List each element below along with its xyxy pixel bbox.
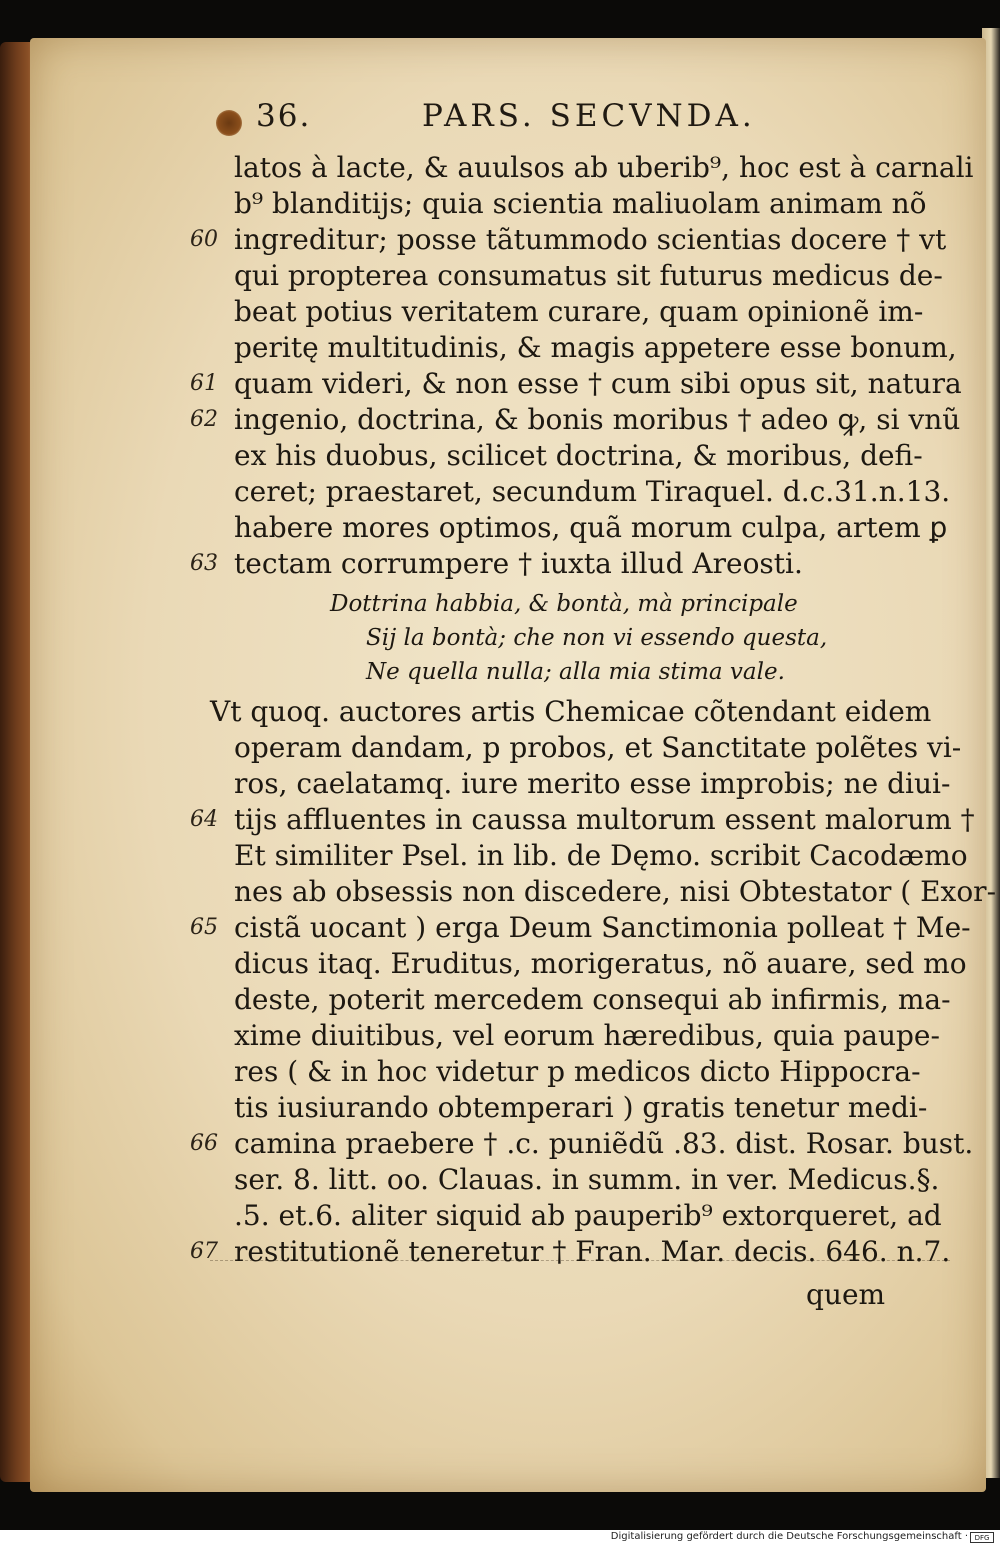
line-text: nes ab obsessis non discedere, nisi Obtestator ( Exor- <box>234 875 997 908</box>
text-line <box>30 366 986 402</box>
line-text: tectam corrumpere † iuxta illud Areosti. <box>234 547 803 580</box>
line-text: ingenio, doctrina, & bonis moribus † adeo ꝙ, si vnũ <box>234 403 961 436</box>
margin-note-number: 60 <box>190 227 218 252</box>
verse-text: Dottrina habbia, & bontà, mà principale <box>330 591 798 617</box>
verse-text: Ne quella nulla; alla mia stima vale. <box>366 659 785 685</box>
line-text: deste, poterit mercedem consequi ab infirmis, ma- <box>234 983 951 1016</box>
text-line <box>30 402 986 438</box>
line-text: beat potius veritatem curare, quam opinionẽ im- <box>234 295 924 328</box>
line-text: ser. 8. litt. oo. Clauas. in summ. in ver. Medicus.§. <box>234 1163 940 1196</box>
line-text: operam dandam, p probos, et Sanctitate polẽtes vi- <box>234 731 962 764</box>
line-text: .5. et.6. aliter siquid ab pauperib⁹ extorqueret, ad <box>234 1199 942 1232</box>
running-title: PARS. SECVNDA. <box>422 98 756 134</box>
book-page <box>30 38 997 1492</box>
verse-line <box>30 620 986 656</box>
text-line <box>30 874 997 910</box>
margin-note-number: 66 <box>190 1131 218 1156</box>
line-text: cistã uocant ) erga Deum Sanctimonia polleat † Me- <box>234 911 971 944</box>
line-text: qui propterea consumatus sit futurus medicus de- <box>234 259 943 292</box>
text-line <box>30 802 986 838</box>
text-line <box>30 766 986 802</box>
line-text: restitutionẽ teneretur † Fran. Mar. decis. 646. n.7. <box>234 1235 951 1268</box>
margin-note-number: 64 <box>190 807 218 832</box>
dfg-logo: DFG <box>970 1532 994 1543</box>
line-text: dicus itaq. Eruditus, morigeratus, nõ auare, sed mo <box>234 947 967 980</box>
line-text: ingreditur; posse tãtummodo scientias docere † vt <box>234 223 947 256</box>
text-line <box>30 510 986 546</box>
text-line <box>30 730 986 766</box>
line-text: b⁹ blanditijs; quia scientia maliuolam animam nõ <box>234 187 927 220</box>
text-line <box>30 982 986 1018</box>
text-line <box>30 694 986 730</box>
line-text: ros, caelatamq. iure merito esse improbis; ne diui- <box>234 767 951 800</box>
text-line <box>30 222 986 258</box>
page-rule <box>210 1260 950 1261</box>
text-line <box>30 1018 986 1054</box>
text-line <box>30 910 986 946</box>
text-line <box>30 186 986 222</box>
text-line <box>30 474 986 510</box>
text-line <box>30 438 986 474</box>
margin-note-number: 67 <box>190 1239 218 1264</box>
margin-note-number: 65 <box>190 915 218 940</box>
line-text: Vt quoq. auctores artis Chemicae cõtendant eidem <box>210 695 932 728</box>
margin-note-number: 61 <box>190 371 218 396</box>
digitization-footer <box>0 1530 1000 1546</box>
line-text: Et similiter Psel. in lib. de Dęmo. scribit Cacodæmo <box>234 839 968 872</box>
text-line <box>30 838 986 874</box>
text-line <box>30 150 986 186</box>
line-text: tijs affluentes in caussa multorum essent malorum † <box>234 803 975 836</box>
text-line <box>30 946 986 982</box>
margin-note-number: 62 <box>190 407 218 432</box>
verse-line <box>30 586 986 622</box>
verse-text: Sij la bontà; che non vi essendo questa, <box>366 625 828 651</box>
funding-credit: Digitalisierung gefördert durch die Deutsche Forschungsgemeinschaft · <box>610 1531 968 1542</box>
line-text: camina praebere † .c. puniẽdũ .83. dist. Rosar. bust. <box>234 1127 974 1160</box>
text-line <box>30 258 986 294</box>
line-text: peritę multitudinis, & magis appetere esse bonum, <box>234 331 957 364</box>
text-line <box>30 1162 986 1198</box>
text-line <box>30 546 986 582</box>
text-line <box>30 1054 986 1090</box>
margin-note-number: 63 <box>190 551 218 576</box>
line-text: ceret; praestaret, secundum Tiraquel. d.c.31.n.13. <box>234 475 951 508</box>
line-text: habere mores optimos, quã morum culpa, artem ꝑ <box>234 511 948 544</box>
line-text: res ( & in hoc videtur p medicos dicto Hippocra- <box>234 1055 921 1088</box>
text-line <box>30 1126 986 1162</box>
catchword: quem <box>806 1278 886 1311</box>
line-text: ex his duobus, scilicet doctrina, & moribus, defi- <box>234 439 923 472</box>
text-line <box>30 294 986 330</box>
line-text: xime diuitibus, vel eorum hæredibus, quia paupe- <box>234 1019 940 1052</box>
line-text: latos à lacte, & auulsos ab uberib⁹, hoc est à carnali <box>234 151 974 184</box>
page-number: 36. <box>256 98 312 134</box>
line-text: tis iusiurando obtemperari ) gratis tenetur medi- <box>234 1091 928 1124</box>
text-line <box>30 1198 986 1234</box>
verse-line <box>30 654 986 690</box>
text-line <box>30 1090 986 1126</box>
text-line <box>30 330 986 366</box>
line-text: quam videri, & non esse † cum sibi opus sit, natura <box>234 367 962 400</box>
ink-blot <box>216 110 242 136</box>
text-line <box>30 1234 986 1270</box>
page-header <box>256 98 956 142</box>
